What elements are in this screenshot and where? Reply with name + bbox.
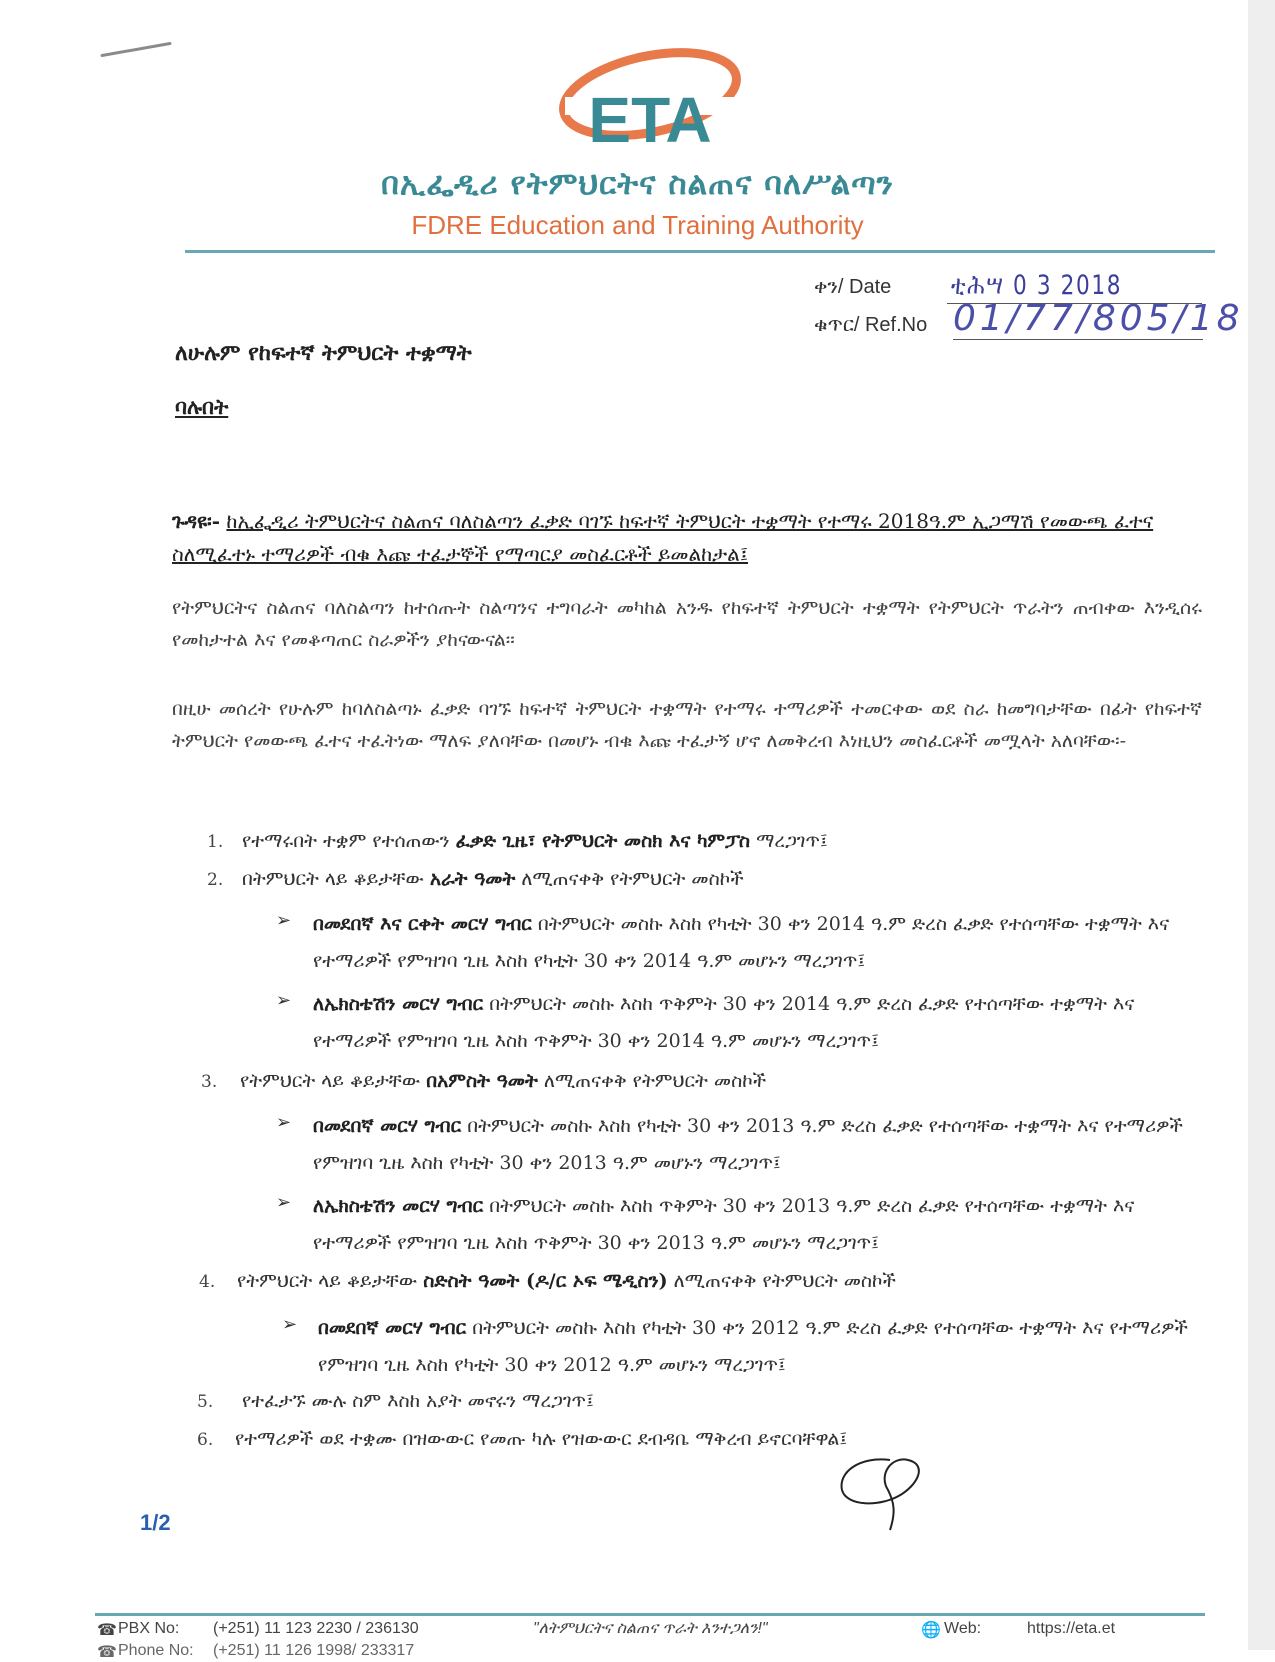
pbx-label: PBX No:: [118, 1620, 180, 1637]
phone-icon: ☎: [97, 1622, 117, 1639]
list-item-5: የተፈታኙ ሙሉ ስም እስከ አያት መኖሩን ማረጋገጥ፤: [242, 1390, 594, 1412]
org-name-amharic: በኢፌዲሪ የትምህርትና ስልጠና ባለሥልጣን: [381, 166, 894, 202]
arrow-bullet-icon: ➢: [282, 1314, 298, 1335]
phone-number: (+251) 11 126 1998/ 233317: [213, 1642, 415, 1659]
ref-label: ቁጥር/ Ref.No: [814, 314, 928, 336]
subject-label: ጉዳዩ፡-: [172, 509, 221, 533]
item-number: 2.: [207, 870, 224, 890]
recipient: ለሁሉም የከፍተኛ ትምህርት ተቋማት: [175, 340, 472, 366]
body-paragraph-2: በዚሁ መሰረት የሁሉም ከባለስልጣኑ ፈቃድ ባገኙ ከፍተኛ ትምህርት ተቋማት የተማሩ ተማሪዎች ተመርቀው ወደ ስራ ከመግባታቸው በፊት የከፍተኛ ትምህርት የመውጫ ፈተና ተፈትነው ማለፍ ያለባቸው በመሆኑ ብቁ እጩ ተፈታኝ ሆኖ ለመቅረብ እነዚህን መስፈርቶች መሟላት አለባቸው፡-: [172, 698, 1202, 752]
scan-mark: [100, 42, 171, 57]
arrow-bullet-icon: ➢: [276, 910, 292, 931]
subject-line: [172, 505, 1202, 571]
footer-divider: [95, 1613, 1205, 1616]
list-item-4: የትምህርት ላይ ቆይታቸው ስድስት ዓመት (ዶ/ር ኦፍ ሜዲስን) ለሚጠናቀቅ የትምህርት መስኮች: [237, 1270, 896, 1292]
list-subitem-2b: ለኤክስቴሽን መርሃ ግብር በትምህርት መስኩ እስከ ጥቅምት 30 ቀን 2014 ዓ.ም ድረስ ፈቃድ የተሰጣቸው ተቋማት እና የተማሪዎች የምዝገባ ጊዜ እስከ ጥቅምት 30 ቀን 2014 ዓ.ም መሆኑን ማረጋገጥ፤: [313, 993, 1135, 1052]
list-subitem-2a: በመደበኛ እና ርቀት መርሃ ግብር በትምህርት መስኩ እስከ የካቲት 30 ቀን 2014 ዓ.ም ድረስ ፈቃድ የተሰጣቸው ተቋማት እና የተማሪዎች የምዝገባ ጊዜ እስከ የካቲት 30 ቀን 2014 ዓ.ም መሆኑን ማረጋገጥ፤: [313, 913, 1170, 972]
list-item-1: የተማሩበት ተቋም የተሰጠውን ፈቃድ ጊዜ፣ የትምህርት መስክ እና ካምፓስ ማረጋገጥ፤: [242, 830, 828, 852]
item-number: 3.: [201, 1072, 218, 1092]
arrow-bullet-icon: ➢: [276, 1192, 292, 1213]
list-subitem-3b: ለኤክስቴሽን መርሃ ግብር በትምህርት መስኩ እስከ ጥቅምት 30 ቀን 2013 ዓ.ም ድረስ ፈቃድ የተሰጣቸው ተቋማት እና የተማሪዎች የምዝገባ ጊዜ እስከ ጥቅምት 30 ቀን 2013 ዓ.ም መሆኑን ማረጋገጥ፤: [313, 1195, 1135, 1254]
subject-text: ከኢፌዲሪ ትምህርትና ስልጠና ባለስልጣን ፈቃድ ባገኙ ከፍተኛ ትምህርት ተቋማት የተማሩ 2018ዓ.ም ኢጋማሽ የመውጫ ፈተና ስለሚፈተኑ ተማሪዎች ብቁ እጩ ተፈታኞች የማጣርያ መስፈርቶች ይመልከታል፤: [172, 509, 1154, 566]
ref-number-handwritten: 01/77/805/18: [953, 298, 1244, 339]
list-subitem-3a: በመደበኛ መርሃ ግብር በትምህርት መስኩ እስከ የካቲት 30 ቀን 2013 ዓ.ም ድረስ ፈቃድ የተሰጣቸው ተቋማት እና የተማሪዎች የምዝገባ ጊዜ እስከ የካቲት 30 ቀን 2013 ዓ.ም መሆኑን ማረጋገጥ፤: [313, 1115, 1183, 1174]
phone-label: Phone No:: [118, 1642, 194, 1659]
item-number: 6.: [197, 1430, 214, 1450]
arrow-bullet-icon: ➢: [276, 1112, 292, 1133]
body-paragraph-1: የትምህርትና ስልጠና ባለስልጣን ከተሰጡት ስልጣንና ተግባራት መካከል አንዱ የከፍተኛ ትምህርት ተቋማት የትምህርት ጥራትን ጠብቀው እንዲሰሩ የመከታተል እና የመቆጣጠር ስራዎችን ያከናውናል፡፡: [172, 597, 1202, 651]
ref-underline: [953, 339, 1203, 340]
signature-mark: [830, 1450, 940, 1535]
item-number: 5.: [197, 1392, 214, 1412]
item-number: 4.: [199, 1272, 216, 1292]
page-number: 1/2: [140, 1510, 171, 1535]
eta-logo: [555, 42, 745, 170]
header-divider: [185, 250, 1215, 253]
logo-letters: ETA: [588, 84, 712, 156]
globe-icon: 🌐: [921, 1622, 941, 1639]
org-name-english: FDRE Education and Training Authority: [411, 210, 864, 240]
date-label: ቀን/ Date: [814, 276, 892, 298]
arrow-bullet-icon: ➢: [276, 990, 292, 1011]
web-url[interactable]: https://eta.et: [1027, 1620, 1116, 1637]
attention-line: ባሉበት: [175, 394, 229, 419]
list-item-3: የትምህርት ላይ ቆይታቸው በአምስት ዓመት ለሚጠናቀቅ የትምህርት መስኮች: [240, 1070, 767, 1092]
pbx-number: (+251) 11 123 2230 / 236130: [213, 1620, 419, 1637]
date-stamp: ቲሕሣ 0 3 2018: [951, 270, 1123, 301]
scan-page-edge: [1248, 0, 1275, 1650]
item-number: 1.: [207, 832, 224, 852]
list-item-6: የተማሪዎች ወደ ተቋሙ በዝውውር የመጡ ካሉ የዝውውር ደብዳቤ ማቅረብ ይኖርባቸዋል፤: [235, 1428, 848, 1450]
web-label: Web:: [944, 1620, 982, 1637]
footer-motto: "ለትምህርትና ስልጠና ጥራት እንተጋለን!": [533, 1620, 768, 1637]
list-item-2: በትምህርት ላይ ቆይታቸው አራት ዓመት ለሚጠናቀቅ የትምህርት መስኮች: [242, 868, 744, 890]
list-subitem-4a: በመደበኛ መርሃ ግብር በትምህርት መስኩ እስከ የካቲት 30 ቀን 2012 ዓ.ም ድረስ ፈቃድ የተሰጣቸው ተቋማት እና የተማሪዎች የምዝገባ ጊዜ እስከ የካቲት 30 ቀን 2012 ዓ.ም መሆኑን ማረጋገጥ፤: [318, 1317, 1188, 1376]
phone-icon: ☎: [97, 1644, 117, 1661]
